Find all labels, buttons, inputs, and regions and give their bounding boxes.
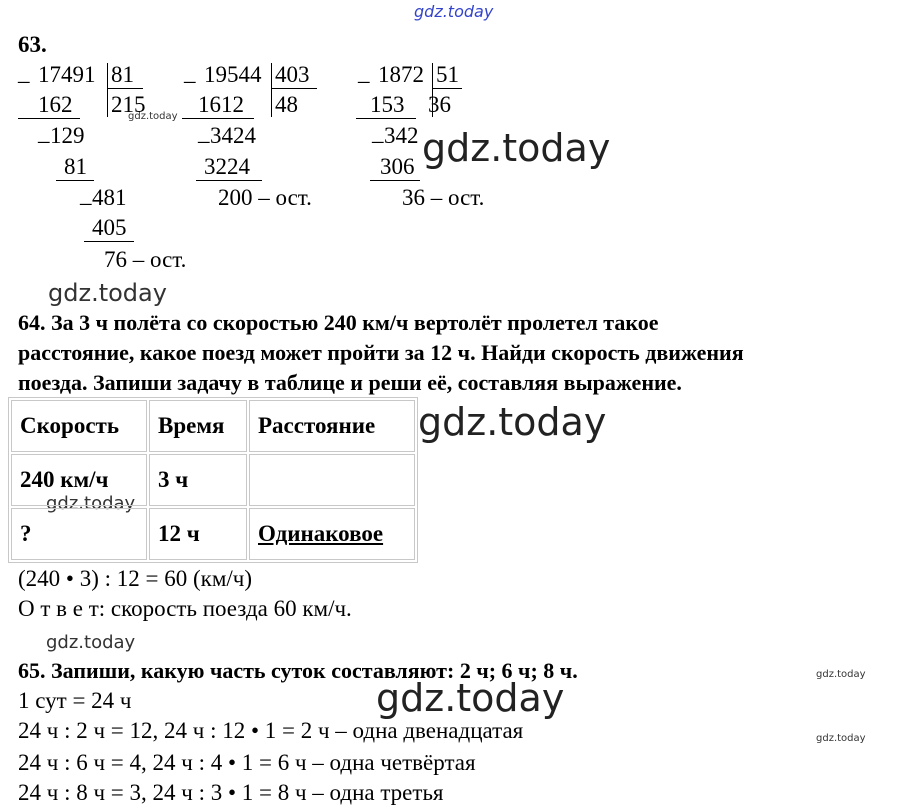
task-table [8,397,418,563]
subtrahend: 405 [92,215,127,240]
subtrahend: 3224 [204,154,250,179]
subtraction-line [182,118,254,119]
subtrahend: 306 [380,154,415,179]
remainder: 200 – ост. [218,185,312,210]
solution-line: 24 ч : 6 ч = 4, 24 ч : 4 • 1 = 6 ч – одна четвёртая [18,750,476,775]
divisor: 51 [436,62,459,87]
solution-expression: (240 • 3) : 12 = 60 (км/ч) [18,566,252,591]
subtraction-line [56,180,94,181]
remainder: 76 – ост. [104,247,187,272]
watermark-small: gdz.today [128,111,178,122]
watermark-medium: gdz.today [46,632,136,653]
table-cell: Одинаковое [249,508,415,560]
exercise-number-63: 63. [18,32,47,57]
divisor-line [107,88,143,89]
table-cell [249,454,415,506]
solution-line: 24 ч : 8 ч = 3, 24 ч : 3 • 1 = 8 ч – одна третья [18,780,444,805]
exercise-64-text: поезда. Запиши задачу в таблице и реши её, составляя выражение. [18,370,682,395]
minus-sign: _ [358,60,370,85]
remainder: 36 – ост. [402,185,485,210]
remainder-step: 481 [92,185,127,210]
watermark-large: gdz.today [376,676,565,720]
solution-line: 1 сут = 24 ч [18,688,132,713]
remainder-step: 342 [384,123,419,148]
minus-sign: _ [372,120,384,145]
minus-sign: _ [198,120,210,145]
table-header: Скорость [11,400,147,452]
table-cell: 3 ч [149,454,247,506]
divisor-line [432,88,462,89]
divisor: 403 [275,62,310,87]
table-header: Время [149,400,247,452]
minus-sign: _ [80,182,92,207]
quotient: 36 [428,92,451,117]
table-cell: ? [11,508,147,560]
watermark-medium: gdz.today [46,493,136,514]
table-cell: 240 км/ч [11,454,147,506]
minus-sign: _ [18,60,30,85]
subtrahend: 153 [370,92,405,117]
subtraction-line [196,180,262,181]
subtraction-line [18,118,80,119]
subtraction-line [370,180,420,181]
watermark-small: gdz.today [816,733,866,744]
divisor-line [271,88,317,89]
table-header-row [11,400,415,452]
watermark-medium: gdz.today [48,279,167,307]
watermark-large: gdz.today [422,126,611,170]
quotient: 215 [111,92,146,117]
divisor: 81 [111,62,134,87]
quotient: 48 [275,92,298,117]
subtrahend: 1612 [198,92,244,117]
table-row [11,508,415,560]
minus-sign: _ [184,60,196,85]
remainder-step: 3424 [210,123,256,148]
dividend: 17491 [38,62,96,87]
watermark-top: gdz.today [414,2,494,21]
division-bar [107,63,108,117]
answer-text: О т в е т: скорость поезда 60 км/ч. [18,596,352,621]
subtraction-line [356,118,416,119]
exercise-64-text: расстояние, какое поезд может пройти за 12 ч. Найди скорость движения [18,340,744,365]
subtrahend: 81 [64,154,87,179]
watermark-small: gdz.today [816,669,866,680]
solution-line: 24 ч : 2 ч = 12, 24 ч : 12 • 1 = 2 ч – одна двенадцатая [18,718,524,743]
division-bar [271,63,272,117]
minus-sign: _ [38,120,50,145]
subtrahend: 162 [38,92,73,117]
watermark-large: gdz.today [418,400,607,444]
dividend: 19544 [204,62,262,87]
remainder-step: 129 [50,123,85,148]
table-header: Расстояние [249,400,415,452]
exercise-65-title: 65. Запиши, какую часть суток составляют: 2 ч; 6 ч; 8 ч. [18,658,578,683]
table-row [11,454,415,506]
subtraction-line [84,241,134,242]
dividend: 1872 [378,62,424,87]
table-cell: 12 ч [149,508,247,560]
exercise-64-text: 64. За 3 ч полёта со скоростью 240 км/ч вертолёт пролетел такое [18,310,659,335]
